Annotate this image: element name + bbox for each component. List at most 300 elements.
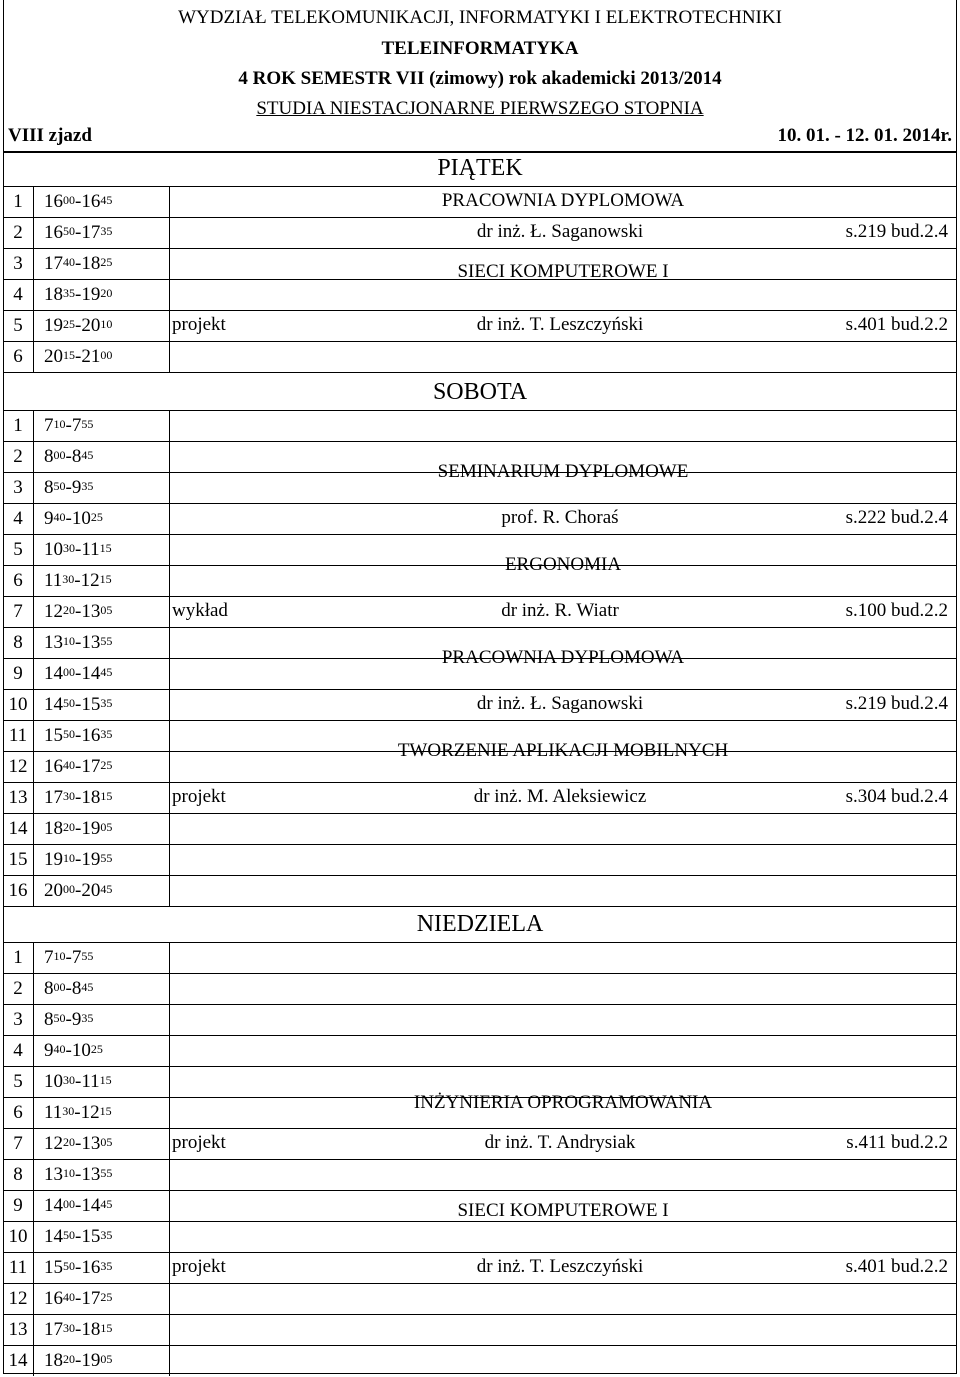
time-slot-row — [3, 565, 957, 596]
class-teacher-text: dr inż. T. Leszczyński — [476, 314, 644, 335]
time-dash: - — [75, 725, 82, 746]
start-minute: 15 — [63, 347, 75, 362]
time-dash: - — [65, 978, 72, 999]
time-dash: - — [75, 694, 82, 715]
start-minute: 50 — [63, 1227, 75, 1242]
start-hour: 19 — [44, 849, 63, 870]
time-dash: - — [74, 1102, 81, 1123]
start-hour: 7 — [44, 415, 54, 436]
slot-number: 1 — [3, 943, 34, 973]
class-subject-text: PRACOWNIA DYPLOMOWA — [441, 190, 685, 211]
end-minute: 55 — [81, 416, 94, 431]
end-minute: 15 — [100, 1320, 113, 1335]
start-hour: 11 — [44, 1102, 63, 1123]
time-dash: - — [65, 446, 72, 467]
slot-time — [34, 311, 170, 341]
time-slot-row — [3, 279, 957, 310]
end-minute: 15 — [99, 1072, 112, 1087]
class-room: s.219 bud.2.4 — [845, 221, 948, 242]
zjazd-label: VIII zjazd — [8, 125, 92, 146]
slot-number: 5 — [3, 535, 34, 565]
start-minute: 00 — [53, 447, 66, 462]
date-range: 10. 01. - 12. 01. 2014r. — [777, 125, 952, 146]
slot-time — [34, 597, 170, 627]
time-slot-row — [3, 1283, 957, 1314]
slot-time — [34, 659, 170, 689]
end-hour: 18 — [81, 253, 101, 274]
start-minute: 20 — [63, 602, 75, 617]
end-hour: 19 — [81, 1350, 101, 1371]
time-dash: - — [75, 880, 82, 901]
end-minute: 25 — [100, 757, 113, 772]
time-dash: - — [75, 632, 82, 653]
time-dash: - — [65, 508, 72, 529]
end-hour: 16 — [81, 191, 101, 212]
time-dash: - — [75, 315, 82, 336]
end-minute: 35 — [100, 1258, 113, 1273]
time-dash: - — [75, 601, 82, 622]
slot-time — [34, 249, 170, 279]
time-slot-row — [3, 875, 957, 906]
slot-number: 10 — [3, 690, 34, 720]
time-dash: - — [75, 1195, 82, 1216]
end-minute: 45 — [100, 192, 113, 207]
time-dash: - — [75, 1133, 82, 1154]
start-minute: 30 — [62, 571, 75, 586]
end-minute: 35 — [100, 1227, 113, 1242]
start-minute: 30 — [62, 1103, 75, 1118]
end-hour: 19 — [81, 284, 101, 305]
start-minute: 10 — [63, 850, 75, 865]
end-minute: 55 — [100, 633, 113, 648]
slot-time — [34, 814, 170, 844]
start-hour: 20 — [44, 346, 63, 367]
slot-number: 14 — [3, 1346, 34, 1376]
end-minute: 20 — [100, 285, 113, 300]
time-dash: - — [65, 947, 72, 968]
end-hour: 13 — [81, 1164, 101, 1185]
start-hour: 8 — [44, 1009, 54, 1030]
slot-time — [34, 187, 170, 217]
start-hour: 12 — [44, 601, 63, 622]
time-dash: - — [75, 756, 82, 777]
start-hour: 18 — [44, 284, 63, 305]
time-dash: - — [75, 1288, 82, 1309]
time-slot-row — [3, 534, 957, 565]
end-minute: 25 — [100, 254, 113, 269]
slot-time — [34, 721, 170, 751]
time-dash: - — [75, 1164, 82, 1185]
time-slot-row — [3, 596, 957, 627]
time-dash: - — [75, 849, 82, 870]
time-slot-row — [3, 1221, 957, 1252]
slot-number: 7 — [3, 1129, 34, 1159]
start-hour: 8 — [44, 978, 54, 999]
slot-time — [34, 411, 170, 441]
class-teacher-text: dr inż. T. Andrysiak — [484, 1132, 636, 1153]
end-hour: 16 — [81, 1257, 101, 1278]
slot-time — [34, 876, 170, 906]
start-minute: 20 — [63, 819, 75, 834]
slot-time — [34, 628, 170, 658]
end-minute: 05 — [100, 1351, 113, 1366]
start-minute: 00 — [63, 192, 75, 207]
time-slot-row — [3, 1004, 957, 1035]
end-hour: 13 — [81, 1133, 101, 1154]
start-minute: 50 — [63, 726, 75, 741]
end-minute: 25 — [100, 1289, 113, 1304]
start-hour: 15 — [44, 725, 63, 746]
end-hour: 7 — [71, 415, 82, 436]
end-minute: 45 — [100, 1196, 113, 1211]
slot-number: 2 — [3, 218, 34, 248]
slot-number: 10 — [3, 1222, 34, 1252]
end-minute: 35 — [81, 1010, 94, 1025]
end-minute: 05 — [100, 819, 113, 834]
start-hour: 14 — [44, 694, 63, 715]
end-hour: 17 — [81, 1288, 101, 1309]
end-minute: 35 — [81, 478, 94, 493]
start-hour: 18 — [44, 818, 63, 839]
class-subject-text: ERGONOMIA — [504, 553, 622, 575]
end-hour: 10 — [71, 508, 91, 529]
slot-time — [34, 1036, 170, 1066]
start-minute: 10 — [63, 633, 75, 648]
time-dash: - — [65, 477, 72, 498]
slot-time — [34, 473, 170, 503]
class-room: s.304 bud.2.4 — [845, 786, 948, 807]
slot-time — [34, 752, 170, 782]
end-minute: 10 — [100, 316, 113, 331]
slot-time — [34, 1098, 170, 1128]
slot-number: 9 — [3, 659, 34, 689]
time-dash: - — [75, 1319, 82, 1340]
end-minute: 55 — [100, 850, 113, 865]
start-minute: 10 — [53, 948, 66, 963]
studies-title: STUDIA NIESTACJONARNE PIERWSZEGO STOPNIA — [256, 98, 704, 119]
start-minute: 10 — [53, 416, 66, 431]
class-teacher-text: dr inż. T. Leszczyński — [476, 1256, 644, 1277]
class-subject-text: INŻYNIERIA OPROGRAMOWANIA — [413, 1091, 713, 1113]
time-dash: - — [65, 1040, 72, 1061]
start-hour: 15 — [44, 1257, 63, 1278]
start-minute: 50 — [63, 695, 75, 710]
end-minute: 15 — [99, 1103, 112, 1118]
slot-number: 4 — [3, 504, 34, 534]
time-dash: - — [75, 1350, 82, 1371]
start-hour: 17 — [44, 787, 63, 808]
time-dash: - — [74, 570, 81, 591]
start-hour: 20 — [44, 880, 63, 901]
field-title: TELEINFORMATYKA — [381, 38, 579, 59]
end-minute: 35 — [100, 223, 113, 238]
day-name: PIĄTEK — [437, 155, 523, 181]
start-hour: 19 — [44, 315, 63, 336]
slot-time — [34, 1346, 170, 1376]
slot-number: 8 — [3, 628, 34, 658]
class-type: projekt — [172, 314, 226, 335]
time-slot-row — [3, 341, 957, 372]
start-hour: 13 — [44, 632, 63, 653]
class-teacher-text: dr inż. Ł. Saganowski — [476, 693, 644, 714]
end-hour: 13 — [81, 632, 101, 653]
class-room: s.401 bud.2.2 — [845, 1256, 948, 1277]
time-slot-row — [3, 844, 957, 875]
end-hour: 14 — [81, 663, 101, 684]
start-minute: 50 — [53, 1010, 66, 1025]
class-type: projekt — [172, 1132, 226, 1153]
end-hour: 20 — [81, 315, 101, 336]
end-minute: 55 — [81, 948, 94, 963]
slot-time — [34, 566, 170, 596]
end-hour: 19 — [81, 849, 101, 870]
start-minute: 00 — [63, 1196, 75, 1211]
start-hour: 17 — [44, 1319, 63, 1340]
end-minute: 00 — [100, 347, 113, 362]
start-hour: 17 — [44, 253, 63, 274]
time-slot-row — [3, 813, 957, 844]
end-minute: 25 — [90, 1041, 103, 1056]
start-minute: 30 — [63, 540, 75, 555]
slot-number: 5 — [3, 311, 34, 341]
start-minute: 50 — [53, 478, 66, 493]
slot-number: 6 — [3, 566, 34, 596]
end-hour: 8 — [71, 446, 82, 467]
end-minute: 15 — [99, 540, 112, 555]
start-hour: 16 — [44, 1288, 63, 1309]
start-hour: 18 — [44, 1350, 63, 1371]
start-minute: 10 — [63, 1165, 75, 1180]
time-dash: - — [75, 1257, 82, 1278]
start-minute: 00 — [63, 664, 75, 679]
slot-number: 8 — [3, 1160, 34, 1190]
slot-number: 4 — [3, 280, 34, 310]
start-minute: 40 — [53, 509, 66, 524]
time-slot-row — [3, 1128, 957, 1159]
start-minute: 00 — [53, 979, 66, 994]
semester-title: 4 ROK SEMESTR VII (zimowy) rok akademicki 2013/2014 — [238, 68, 722, 89]
slot-number: 6 — [3, 342, 34, 372]
start-minute: 20 — [63, 1351, 75, 1366]
end-minute: 35 — [100, 695, 113, 710]
slot-time — [34, 1129, 170, 1159]
end-hour: 20 — [81, 880, 101, 901]
start-minute: 35 — [63, 285, 75, 300]
time-dash: - — [75, 191, 82, 212]
slot-time — [34, 974, 170, 1004]
class-type: projekt — [172, 1256, 226, 1277]
slot-number: 3 — [3, 1005, 34, 1035]
end-hour: 8 — [71, 978, 82, 999]
slot-time — [34, 1284, 170, 1314]
slot-time — [34, 442, 170, 472]
slot-number: 14 — [3, 814, 34, 844]
class-subject-text: PRACOWNIA DYPLOMOWA — [441, 646, 685, 668]
time-slot-row — [3, 942, 957, 973]
start-minute: 40 — [63, 757, 75, 772]
end-hour: 12 — [80, 570, 100, 591]
end-hour: 11 — [81, 539, 100, 560]
start-minute: 50 — [63, 1258, 75, 1273]
start-hour: 11 — [44, 570, 63, 591]
time-dash: - — [75, 284, 82, 305]
slot-number: 12 — [3, 752, 34, 782]
day-name: NIEDZIELA — [416, 911, 544, 937]
class-subject-text: TWORZENIE APLIKACJI MOBILNYCH — [397, 739, 729, 761]
slot-time — [34, 1067, 170, 1097]
end-minute: 45 — [81, 979, 94, 994]
start-hour: 14 — [44, 663, 63, 684]
slot-time — [34, 1005, 170, 1035]
slot-time — [34, 1191, 170, 1221]
start-minute: 30 — [63, 1072, 75, 1087]
time-slot-row — [3, 503, 957, 534]
end-hour: 7 — [71, 947, 82, 968]
class-subject-text: SIECI KOMPUTEROWE I — [457, 261, 669, 283]
slot-time — [34, 342, 170, 372]
slot-time — [34, 943, 170, 973]
start-minute: 25 — [63, 316, 75, 331]
class-teacher-text: dr inż. M. Aleksiewicz — [473, 786, 647, 807]
end-minute: 05 — [100, 602, 113, 617]
end-hour: 21 — [81, 346, 101, 367]
end-minute: 45 — [100, 881, 113, 896]
end-minute: 45 — [81, 447, 94, 462]
class-room: s.100 bud.2.2 — [845, 600, 948, 621]
end-hour: 18 — [81, 787, 101, 808]
start-hour: 8 — [44, 446, 54, 467]
start-minute: 40 — [63, 1289, 75, 1304]
start-hour: 12 — [44, 1133, 63, 1154]
end-hour: 10 — [71, 1040, 91, 1061]
end-minute: 35 — [100, 726, 113, 741]
slot-time — [34, 280, 170, 310]
start-hour: 16 — [44, 756, 63, 777]
end-hour: 19 — [81, 818, 101, 839]
day-name: SOBOTA — [432, 379, 528, 405]
start-hour: 14 — [44, 1195, 63, 1216]
end-minute: 15 — [99, 571, 112, 586]
time-slot-row — [3, 1035, 957, 1066]
start-minute: 40 — [53, 1041, 66, 1056]
slot-number: 9 — [3, 1191, 34, 1221]
start-hour: 7 — [44, 947, 54, 968]
slot-number: 15 — [3, 845, 34, 875]
end-hour: 15 — [81, 1226, 101, 1247]
start-hour: 10 — [44, 1071, 63, 1092]
time-dash: - — [75, 539, 82, 560]
class-room: s.411 bud.2.2 — [846, 1132, 948, 1153]
slot-number: 3 — [3, 249, 34, 279]
slot-number: 12 — [3, 1284, 34, 1314]
end-hour: 14 — [81, 1195, 101, 1216]
end-hour: 18 — [81, 1319, 101, 1340]
time-dash: - — [75, 346, 82, 367]
time-dash: - — [75, 663, 82, 684]
slot-number: 6 — [3, 1098, 34, 1128]
time-slot-row — [3, 1345, 957, 1376]
time-dash: - — [75, 818, 82, 839]
class-room: s.222 bud.2.4 — [845, 507, 948, 528]
slot-number: 11 — [3, 1253, 34, 1283]
slot-time — [34, 1253, 170, 1283]
class-type: projekt — [172, 786, 226, 807]
slot-number: 7 — [3, 597, 34, 627]
slot-number: 16 — [3, 876, 34, 906]
slot-number: 1 — [3, 187, 34, 217]
end-hour: 12 — [80, 1102, 100, 1123]
class-subject-text: SEMINARIUM DYPLOMOWE — [437, 460, 689, 482]
slot-number: 2 — [3, 442, 34, 472]
start-minute: 30 — [63, 788, 75, 803]
time-dash: - — [75, 1226, 82, 1247]
start-hour: 16 — [44, 191, 63, 212]
slot-time — [34, 504, 170, 534]
slot-number: 4 — [3, 1036, 34, 1066]
start-minute: 00 — [63, 881, 75, 896]
start-hour: 13 — [44, 1164, 63, 1185]
time-dash: - — [75, 1071, 82, 1092]
start-hour: 9 — [44, 508, 54, 529]
start-minute: 20 — [63, 1134, 75, 1149]
end-hour: 15 — [81, 694, 101, 715]
slot-time — [34, 690, 170, 720]
end-hour: 9 — [71, 477, 82, 498]
slot-time — [34, 845, 170, 875]
end-minute: 05 — [100, 1134, 113, 1149]
class-teacher-text: dr inż. R. Wiatr — [501, 600, 619, 621]
start-hour: 14 — [44, 1226, 63, 1247]
slot-time — [34, 535, 170, 565]
time-dash: - — [75, 253, 82, 274]
slot-number: 13 — [3, 1315, 34, 1345]
slot-number: 2 — [3, 974, 34, 1004]
time-slot-row — [3, 410, 957, 441]
class-teacher-text: prof. R. Choraś — [501, 507, 619, 528]
slot-number: 5 — [3, 1067, 34, 1097]
end-hour: 17 — [81, 756, 101, 777]
end-minute: 45 — [100, 664, 113, 679]
end-hour: 16 — [81, 725, 101, 746]
start-minute: 40 — [63, 254, 75, 269]
slot-time — [34, 1160, 170, 1190]
slot-number: 1 — [3, 411, 34, 441]
time-dash: - — [75, 787, 82, 808]
class-room: s.219 bud.2.4 — [845, 693, 948, 714]
start-hour: 9 — [44, 1040, 54, 1061]
end-minute: 55 — [100, 1165, 113, 1180]
slot-number: 3 — [3, 473, 34, 503]
slot-number: 11 — [3, 721, 34, 751]
slot-number: 13 — [3, 783, 34, 813]
time-dash: - — [65, 1009, 72, 1030]
slot-time — [34, 218, 170, 248]
end-hour: 17 — [81, 222, 101, 243]
start-hour: 8 — [44, 477, 54, 498]
start-minute: 30 — [63, 1320, 75, 1335]
time-dash: - — [75, 222, 82, 243]
class-subject-text: SIECI KOMPUTEROWE I — [457, 1200, 669, 1222]
time-slot-row — [3, 1314, 957, 1345]
end-hour: 9 — [71, 1009, 82, 1030]
end-minute: 15 — [100, 788, 113, 803]
time-slot-row — [3, 973, 957, 1004]
start-hour: 16 — [44, 222, 63, 243]
end-hour: 13 — [81, 601, 101, 622]
start-minute: 50 — [63, 223, 75, 238]
time-dash: - — [65, 415, 72, 436]
faculty-title: WYDZIAŁ TELEKOMUNIKACJI, INFORMATYKI I ELEKTROTECHNIKI — [178, 7, 782, 28]
